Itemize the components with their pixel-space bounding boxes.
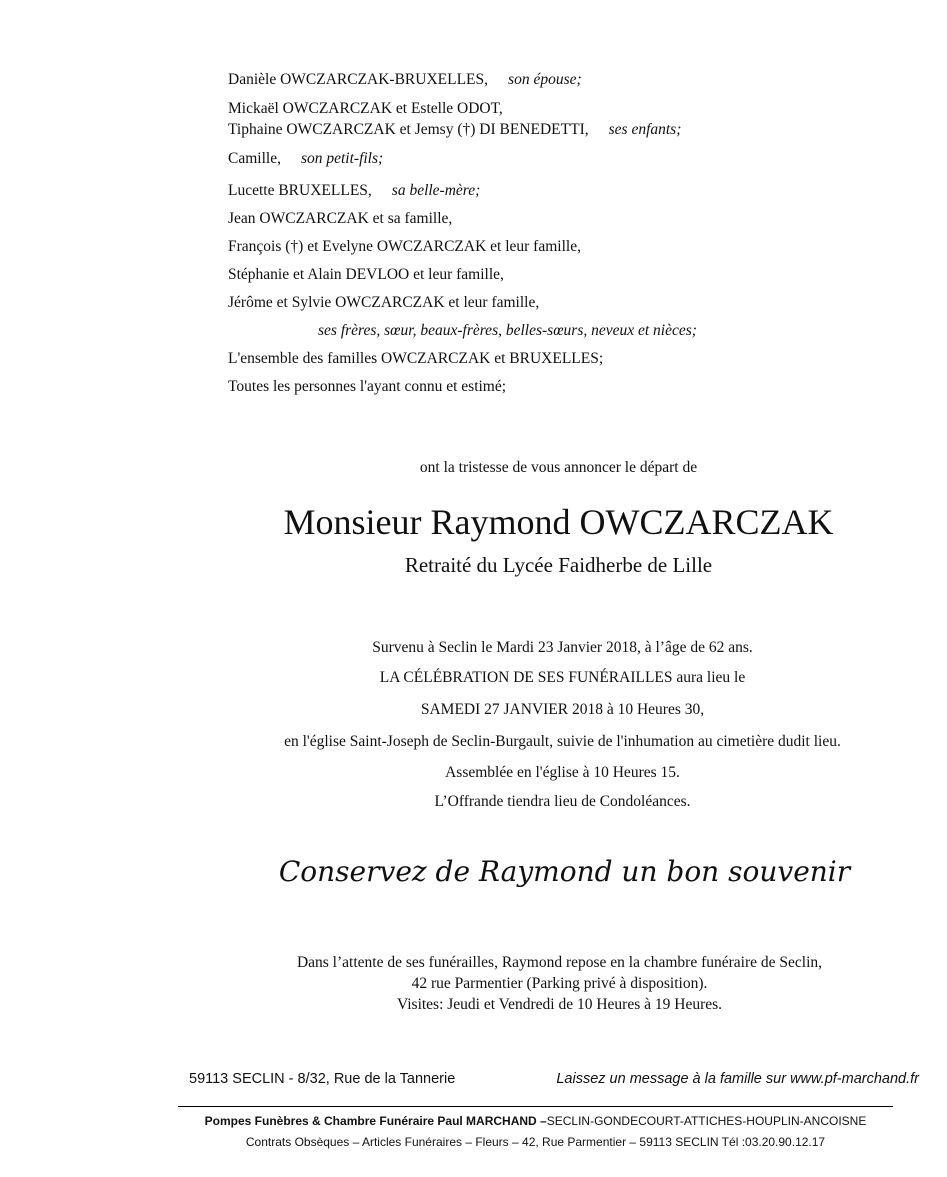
family-grandson xyxy=(228,149,383,169)
mother-in-law-name: Lucette BRUXELLES, xyxy=(228,182,372,199)
footer-divider xyxy=(178,1106,893,1107)
spouse-name: Danièle OWCZARCZAK-BRUXELLES, xyxy=(228,71,489,88)
footer-message-link[interactable]: Laissez un message à la famille sur www.pf-marchand.fr xyxy=(556,1071,919,1087)
visit-line-1: Dans l’attente de ses funérailles, Raymond repose en la chambre funéraire de Seclin, xyxy=(296,954,823,971)
announcement-intro: ont la tristesse de vous annoncer le départ de xyxy=(419,459,698,476)
family-mother-in-law xyxy=(228,181,480,201)
footer-company xyxy=(178,1114,893,1128)
deceased-occupation: Retraité du Lycée Faidherbe de Lille xyxy=(404,553,713,577)
deceased-name: Monsieur Raymond OWCZARCZAK xyxy=(283,502,834,542)
family-sibling-2: François (†) et Evelyne OWCZARCZAK et leur famille, xyxy=(228,238,581,255)
details-line-6: L’Offrande tiendra lieu de Condoléances. xyxy=(434,793,691,810)
children-role: ses enfants; xyxy=(608,121,682,138)
company-towns: SECLIN-GONDECOURT-ATTICHES-HOUPLIN-ANCOISNE xyxy=(546,1114,867,1128)
family-sibling-3: Stéphanie et Alain DEVLOO et leur famille, xyxy=(228,266,504,283)
grandson-role: son petit-fils; xyxy=(300,150,384,167)
company-name: Pompes Funèbres & Chambre Funéraire Paul MARCHAND – xyxy=(204,1114,547,1128)
family-families: L'ensemble des familles OWCZARCZAK et BRUXELLES; xyxy=(228,350,604,367)
visit-line-3: Visites: Jeudi et Vendredi de 10 Heures à 19 Heures. xyxy=(396,996,723,1013)
family-spouse xyxy=(228,70,582,90)
spouse-role: son épouse; xyxy=(508,71,582,88)
details-line-1: Survenu à Seclin le Mardi 23 Janvier 2018, à l’âge de 62 ans. xyxy=(372,639,753,656)
footer-services: Contrats Obsèques – Articles Funéraires – Fleurs – 42, Rue Parmentier – 59113 SECLIN Tél :03.20.90.12.17 xyxy=(245,1135,826,1149)
family-sibling-4: Jérôme et Sylvie OWCZARCZAK et leur famille, xyxy=(228,294,540,311)
family-child-1: Mickaël OWCZARCZAK et Estelle ODOT, xyxy=(228,100,503,117)
footer-address: 59113 SECLIN - 8/32, Rue de la Tannerie xyxy=(189,1071,456,1087)
details-line-2: LA CÉLÉBRATION DE SES FUNÉRAILLES aura lieu le xyxy=(379,669,746,686)
family-sibling-1: Jean OWCZARCZAK et sa famille, xyxy=(228,210,453,227)
child-2-name: Tiphaine OWCZARCZAK et Jemsy (†) DI BENEDETTI, xyxy=(228,121,589,138)
mother-in-law-role: sa belle-mère; xyxy=(391,182,481,199)
details-line-5: Assemblée en l'église à 10 Heures 15. xyxy=(445,764,680,781)
details-line-4: en l'église Saint-Joseph de Seclin-Burgault, suivie de l'inhumation au cimetière dudit lieu. xyxy=(284,733,841,750)
souvenir-quote: Conservez de Raymond un bon souvenir xyxy=(278,855,851,888)
siblings-role: ses frères, sœur, beaux-frères, belles-sœurs, neveux et nièces; xyxy=(318,322,697,339)
visit-line-2: 42 rue Parmentier (Parking privé à disposition). xyxy=(411,975,708,992)
family-child-2 xyxy=(228,120,681,140)
grandson-name: Camille, xyxy=(228,150,281,167)
details-line-3: SAMEDI 27 JANVIER 2018 à 10 Heures 30, xyxy=(420,701,705,718)
family-others: Toutes les personnes l'ayant connu et estimé; xyxy=(228,378,507,395)
